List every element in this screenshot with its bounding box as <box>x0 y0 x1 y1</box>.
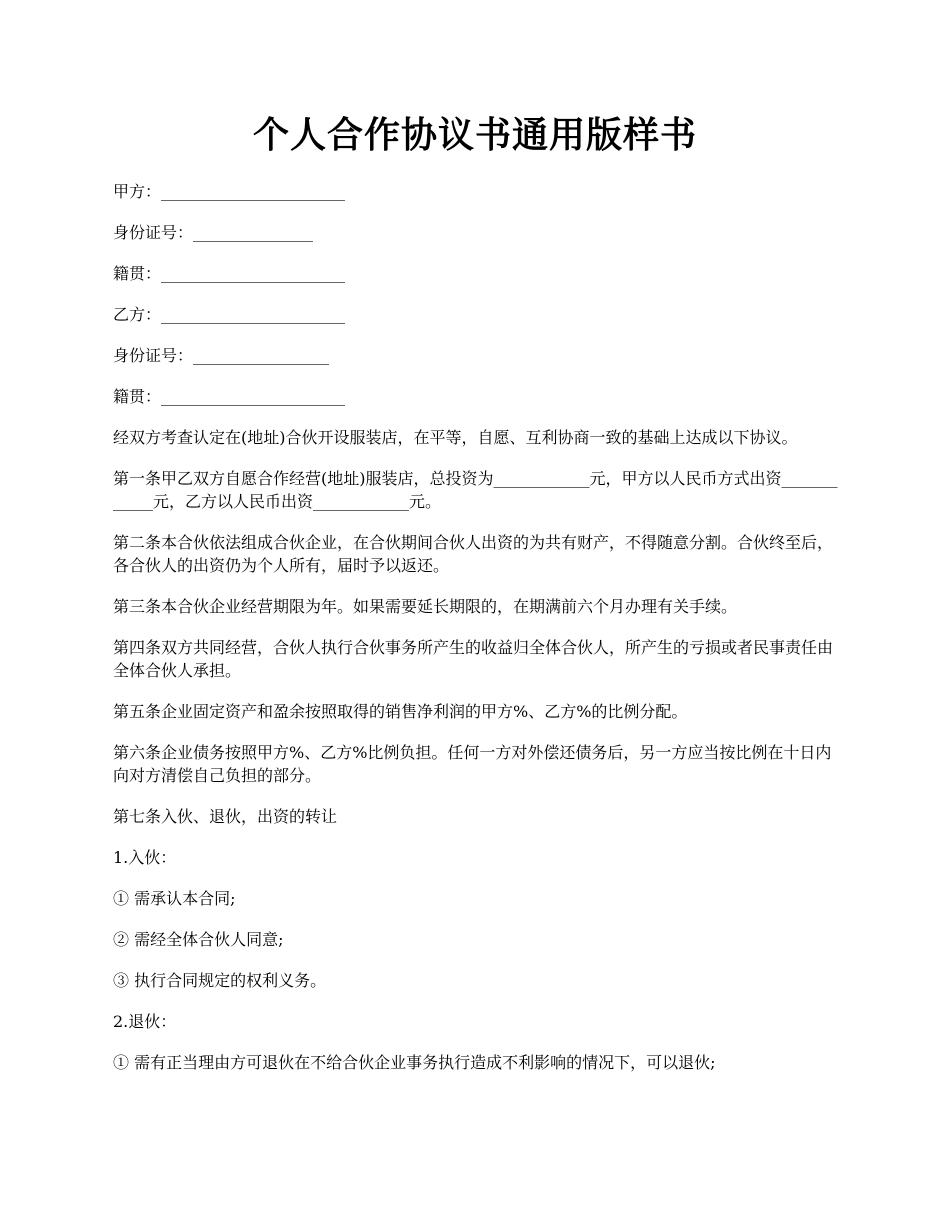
section-joining-heading: 1.入伙： <box>113 848 177 867</box>
party-b-id-line: 身份证号：_________________ <box>113 346 330 365</box>
article-1: 第一条甲乙双方自愿合作经营(地址)服装店，总投资为____________元，甲方以人民币方式出资____________元，乙方以人民币出资____________元。 <box>113 469 838 511</box>
document-body <box>113 180 843 1092</box>
article-3: 第三条本合伙企业经营期限为年。如果需要延长期限的，在期满前六个月办理有关手续。 <box>113 597 738 616</box>
article-4: 第四条双方共同经营，合伙人执行合伙事务所产生的收益归全体合伙人，所产生的亏损或者民事责任由全体合伙人承担。 <box>113 638 834 680</box>
party-b-line: 乙方：_______________________ <box>113 305 346 324</box>
article-5: 第五条企业固定资产和盈余按照取得的销售净利润的甲方%、乙方%的比例分配。 <box>113 702 688 721</box>
article-2: 第二条本合伙依法组成合伙企业，在合伙期间合伙人出资的为共有财产，不得随意分割。合伙终至后，各合伙人的出资仍为个人所有，届时予以返还。 <box>113 533 834 575</box>
party-a-hometown-line: 籍贯：_______________________ <box>113 264 346 283</box>
party-a-id-line: 身份证号：_______________ <box>113 223 314 242</box>
section-withdrawal-heading: 2.退伙： <box>113 1012 177 1031</box>
joining-item-2: ② 需经全体合伙人同意; <box>113 930 284 949</box>
party-a-line: 甲方：_______________________ <box>113 182 346 201</box>
joining-item-3: ③ 执行合同规定的权利义务。 <box>113 971 327 990</box>
article-6: 第六条企业债务按照甲方%、乙方%比例负担。任何一方对外偿还债务后，另一方应当按比例在十日内向对方清偿自己负担的部分。 <box>113 743 832 785</box>
withdrawal-item-1: ① 需有正当理由方可退伙在不给合伙企业事务执行造成不利影响的情况下，可以退伙; <box>113 1053 716 1072</box>
document-title: 个人合作协议书通用版样书 <box>252 115 697 156</box>
intro-paragraph: 经双方考查认定在(地址)合伙开设服装店，在平等，自愿、互利协商一致的基础上达成以下协议。 <box>113 428 798 447</box>
article-7-heading: 第七条入伙、退伙，出资的转让 <box>113 807 338 826</box>
party-b-hometown-line: 籍贯：_______________________ <box>113 387 346 406</box>
joining-item-1: ① 需承认本合同; <box>113 889 236 908</box>
